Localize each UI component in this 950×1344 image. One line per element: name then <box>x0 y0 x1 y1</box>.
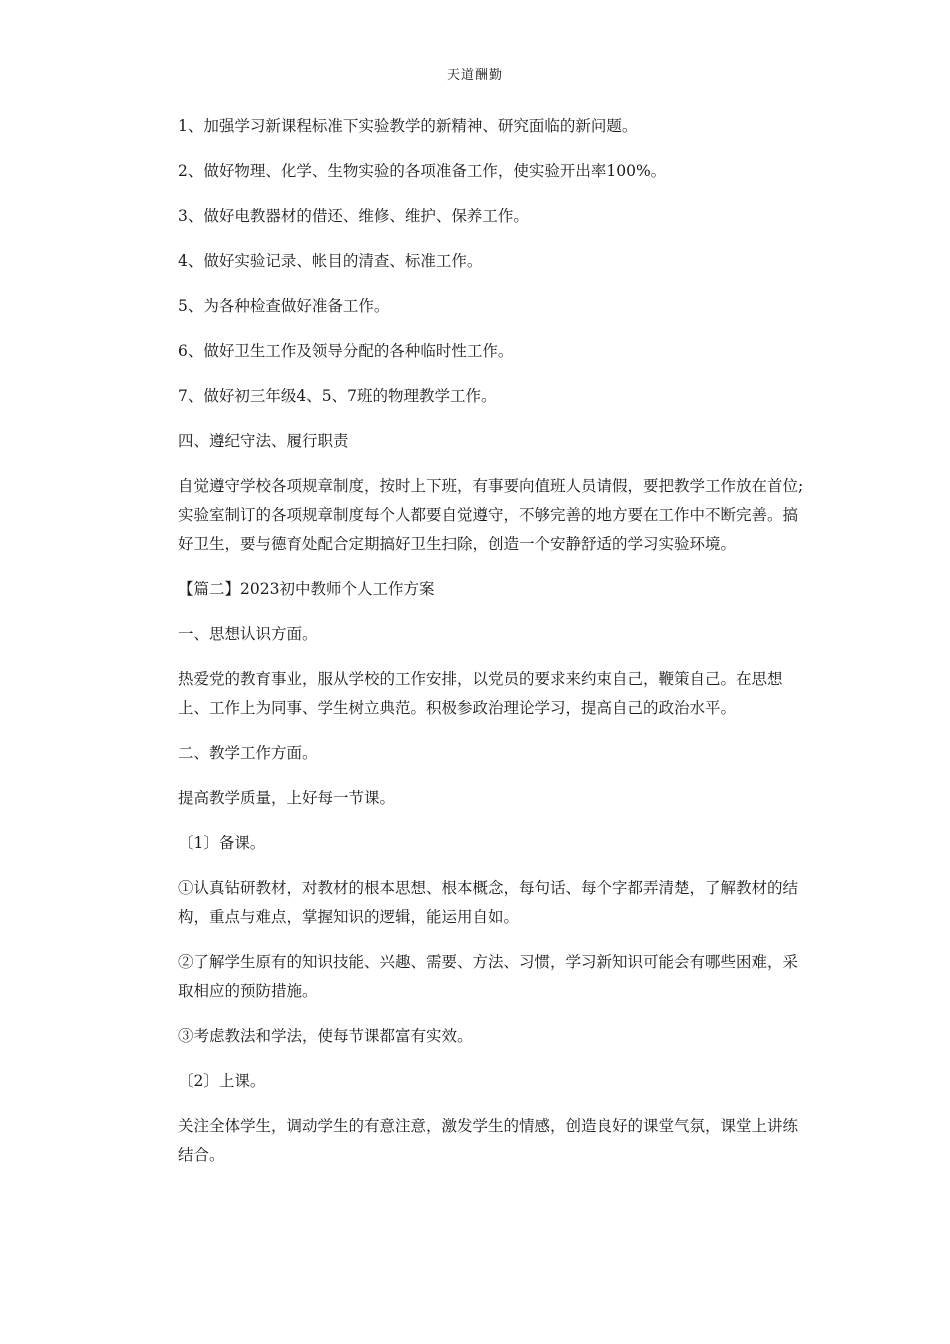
subheading-prepare: 〔1〕备课。 <box>178 834 266 852</box>
list-item-1: 1、加强学习新课程标准下实验教学的新精神、研究面临的新问题。 <box>178 117 638 135</box>
section-heading-2: 二、教学工作方面。 <box>178 744 318 762</box>
prepare-item-1: ①认真钻研教材，对教材的根本思想、根本概念，每句话、每个字都弄清楚，了解教材的结构，重点与难点，掌握知识的逻辑，能运用自如。 <box>178 879 799 926</box>
list-item-7: 7、做好初三年级4、5、7班的物理教学工作。 <box>178 387 497 405</box>
paragraph-discipline: 自觉遵守学校各项规章制度，按时上下班，有事要向值班人员请假，要把教学工作放在首位;实验室制订的各项规章制度每个人都要自觉遵守，不够完善的地方要在工作中不断完善。搞好卫生，要与德育处配合定期搞好卫生扫除，创造一个安静舒适的学习实验环境。 <box>178 477 804 553</box>
prepare-item-3: ③考虑教法和学法，使每节课都富有实效。 <box>178 1027 473 1045</box>
list-item-5: 5、为各种检查做好准备工作。 <box>178 297 390 315</box>
list-item-4: 4、做好实验记录、帐目的清查、标准工作。 <box>178 252 483 270</box>
section-heading-1: 一、思想认识方面。 <box>178 625 318 643</box>
list-item-6: 6、做好卫生工作及领导分配的各种临时性工作。 <box>178 342 514 360</box>
prepare-item-2: ②了解学生原有的知识技能、兴趣、需要、方法、习惯，学习新知识可能会有哪些困难，采取相应的预防措施。 <box>178 953 799 1000</box>
paragraph-quality: 提高教学质量，上好每一节课。 <box>178 789 396 807</box>
list-item-2: 2、做好物理、化学、生物实验的各项准备工作，使实验开出率100%。 <box>178 162 667 180</box>
article-title: 【篇二】2023初中教师个人工作方案 <box>178 580 435 598</box>
paragraph-ideology: 热爱党的教育事业，服从学校的工作安排，以党员的要求来约束自己，鞭策自己。在思想上、工作上为同事、学生树立典范。积极参政治理论学习，提高自己的政治水平。 <box>178 670 783 717</box>
subheading-class: 〔2〕上课。 <box>178 1072 266 1090</box>
document-body <box>178 112 804 1186</box>
page-header: 天道酬勤 <box>446 68 503 83</box>
list-item-3: 3、做好电教器材的借还、维修、维护、保养工作。 <box>178 207 529 225</box>
section-heading-4: 四、遵纪守法、履行职责 <box>178 432 349 450</box>
paragraph-class: 关注全体学生，调动学生的有意注意，激发学生的情感，创造良好的课堂气氛，课堂上讲练结合。 <box>178 1117 799 1164</box>
